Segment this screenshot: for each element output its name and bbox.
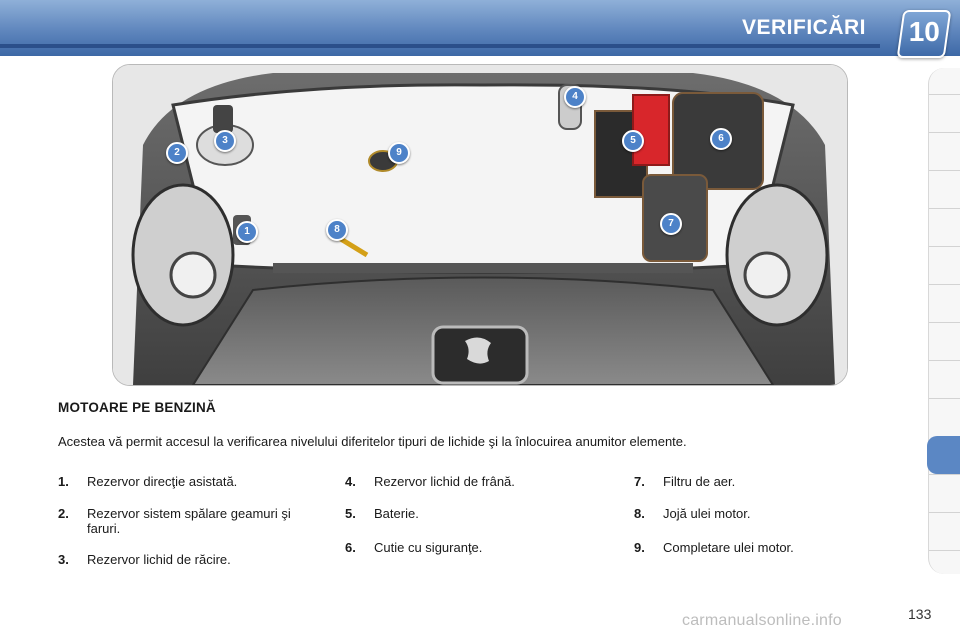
side-tab-divider[interactable] <box>929 474 960 475</box>
item-number: 8. <box>634 506 645 521</box>
side-tab-divider[interactable] <box>929 208 960 209</box>
item-number: 2. <box>58 506 69 521</box>
callout-marker-1: 1 <box>236 221 258 243</box>
chapter-badge <box>897 10 952 58</box>
coolant-cap <box>213 105 233 133</box>
item-text: Rezervor lichid de răcire. <box>87 552 231 567</box>
side-tab-divider[interactable] <box>929 360 960 361</box>
callout-marker-9: 9 <box>388 142 410 164</box>
side-tab-divider[interactable] <box>929 398 960 399</box>
item-number: 3. <box>58 552 69 567</box>
watermark: carmanualsonline.info <box>682 612 842 629</box>
callout-marker-2: 2 <box>166 142 188 164</box>
chapter-side-tabs <box>928 68 960 574</box>
item-text: Jojă ulei motor. <box>663 506 751 521</box>
item-number: 7. <box>634 474 645 489</box>
side-tab-divider[interactable] <box>929 132 960 133</box>
callout-marker-4: 4 <box>564 86 586 108</box>
callout-marker-6: 6 <box>710 128 732 150</box>
chapter-number: 10 <box>908 16 940 47</box>
side-tab-divider[interactable] <box>929 170 960 171</box>
side-tab-active[interactable] <box>927 436 960 474</box>
peugeot-lion-logo <box>465 337 491 363</box>
item-number: 9. <box>634 540 645 555</box>
page-header <box>0 0 960 56</box>
item-text: Rezervor direcţie asistată. <box>87 474 238 489</box>
engine-bay-svg <box>113 65 847 385</box>
item-number: 1. <box>58 474 69 489</box>
item-text: Baterie. <box>374 506 419 521</box>
page-title: VERIFICĂRI <box>741 16 866 39</box>
page-number: 133 <box>908 606 932 622</box>
callout-marker-8: 8 <box>326 219 348 241</box>
section-intro: Acestea vă permit accesul la verificarea nivelului diferitelor tipuri de lichide şi la înlocuirea anumitor elemente. <box>58 434 687 449</box>
side-tab-divider[interactable] <box>929 512 960 513</box>
side-tab-divider[interactable] <box>929 284 960 285</box>
side-tab-divider[interactable] <box>929 550 960 551</box>
header-stripe <box>0 44 880 48</box>
item-text: Rezervor sistem spălare geamuri şi faruri. <box>87 506 291 536</box>
item-number: 5. <box>345 506 356 521</box>
engine-bay-illustration <box>112 64 848 386</box>
callout-marker-3: 3 <box>214 130 236 152</box>
item-text: Filtru de aer. <box>663 474 736 489</box>
side-tab-divider[interactable] <box>929 322 960 323</box>
section-title: MOTOARE PE BENZINĂ <box>58 400 216 415</box>
left-headlight-lens <box>171 253 215 297</box>
item-text: Completare ulei motor. <box>663 540 794 555</box>
side-tab-divider[interactable] <box>929 94 960 95</box>
item-text: Rezervor lichid de frână. <box>374 474 515 489</box>
right-headlight-lens <box>745 253 789 297</box>
callout-marker-5: 5 <box>622 130 644 152</box>
item-number: 4. <box>345 474 356 489</box>
callout-marker-7: 7 <box>660 213 682 235</box>
item-number: 6. <box>345 540 356 555</box>
front-crossmember <box>273 263 693 273</box>
battery-cover <box>633 95 669 165</box>
item-text: Cutie cu siguranţe. <box>374 540 483 555</box>
side-tab-divider[interactable] <box>929 246 960 247</box>
